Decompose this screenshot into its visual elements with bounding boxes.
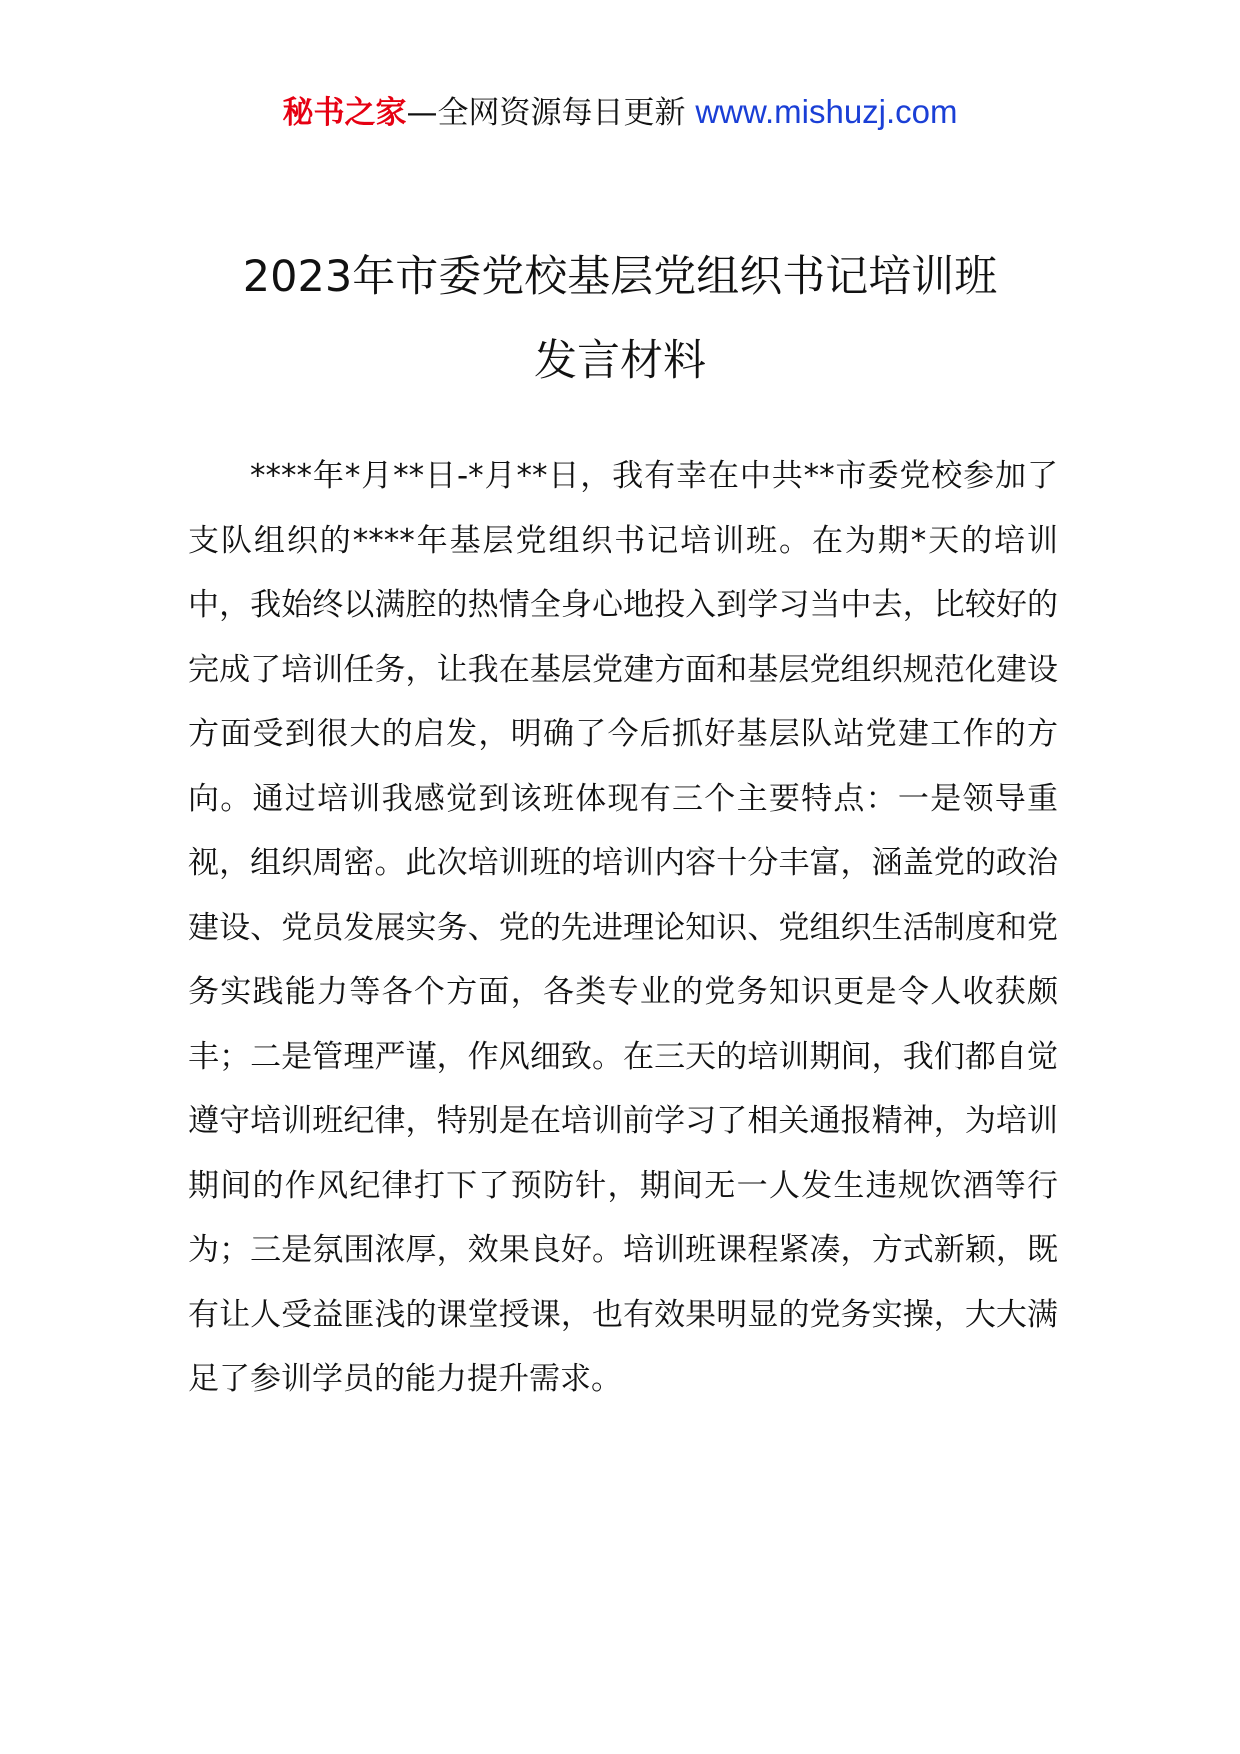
site-header [0,92,1240,133]
site-brand: 秘书之家 [282,95,407,131]
site-slogan: —全网资源每日更新 [406,95,686,131]
site-url-link[interactable]: www.mishuzj.com [695,93,958,130]
title-line-2: 发言材料 [534,336,706,386]
document-title [0,248,1240,390]
title-line-1: 2023年市委党校基层党组织书记培训班 [242,252,998,302]
body-paragraph: ****年*月**日-*月**日，我有幸在中共**市委党校参加了支队组织的****年基层党组织书记培训班。在为期*天的培训中，我始终以满腔的热情全身心地投入到学习当中去，比较好的完成了培训任务，让我在基层党建方面和基层党组织规范化建设方面受到很大的启发，明确了今后抓好基层队站党建工作的方向。通过培训我感觉到该班体现有三个主要特点：一是领导重视，组织周密。此次培训班的培训内容十分丰富，涵盖党的政治建设、党员发展实务、党的先进理论知识、党组织生活制度和党务实践能力等各个方面，各类专业的党务知识更是令人收获颇丰；二是管理严谨，作风细致。在三天的培训期间，我们都自觉遵守培训班纪律，特别是在培训前学习了相关通报精神，为培训期间的作风纪律打下了预防针，期间无一人发生违规饮酒等行为；三是氛围浓厚，效果良好。培训班课程紧凑，方式新颖，既有让人受益匪浅的课堂授课，也有效果明显的党务实操，大大满足了参训学员的能力提升需求。 [188,458,1058,1397]
